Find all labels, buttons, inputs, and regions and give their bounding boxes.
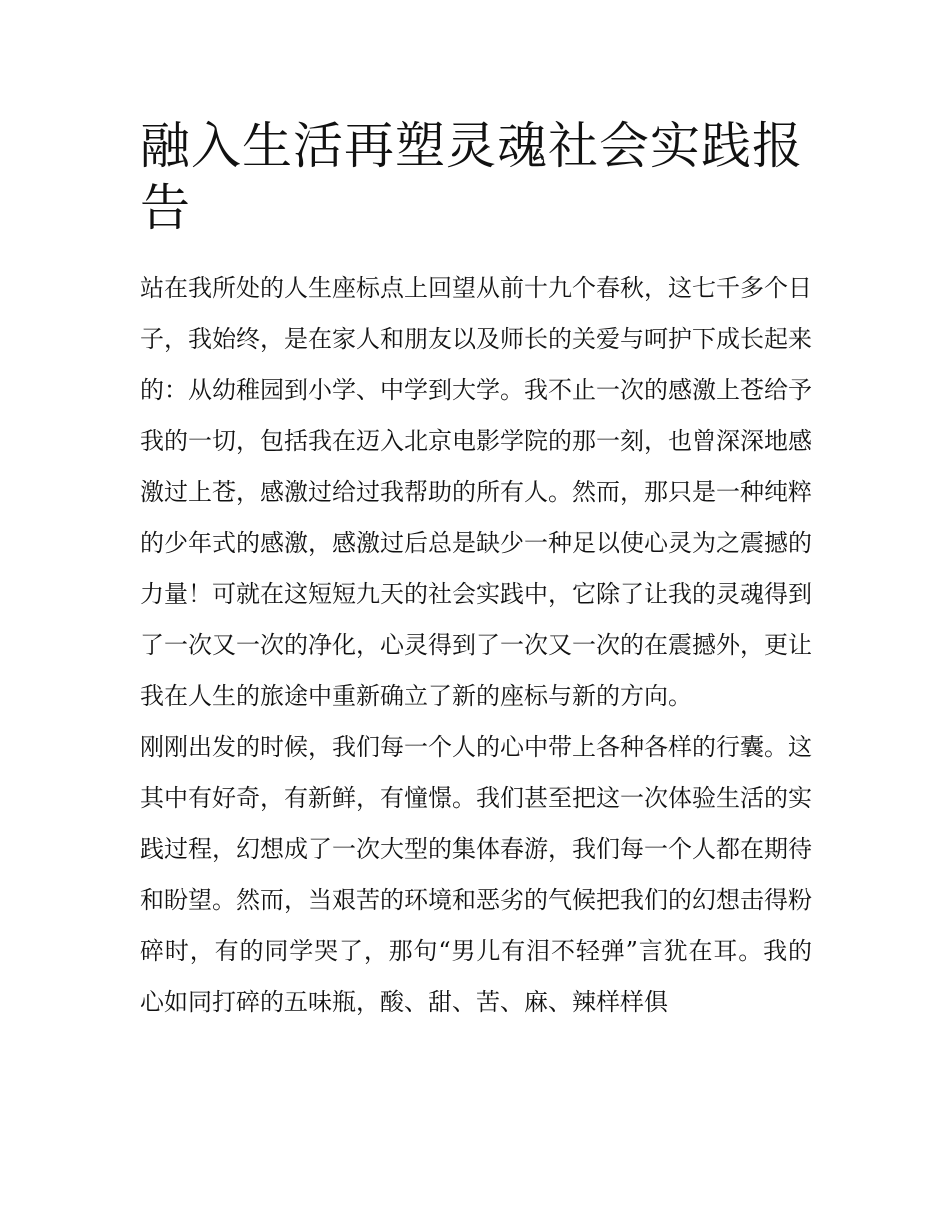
document-content bbox=[140, 115, 812, 1028]
body-paragraph-1: 站在我所处的人生座标点上回望从前十九个春秋，这七千多个日子，我始终，是在家人和朋友以及师长的关爱与呵护下成长起来的：从幼稚园到小学、中学到大学。我不止一次的感激上苍给予我的一切，包括我在迈入北京电影学院的那一刻，也曾深深地感激过上苍，感激过给过我帮助的所有人。然而，那只是一种纯粹的少年式的感激，感激过后总是缺少一种足以使心灵为之震撼的力量！可就在这短短九天的社会实践中，它除了让我的灵魂得到了一次又一次的净化，心灵得到了一次又一次的在震撼外，更让我在人生的旅途中重新确立了新的座标与新的方向。 bbox=[140, 274, 812, 710]
document-title: 融入生活再塑灵魂社会实践报告 bbox=[140, 117, 803, 237]
body-paragraph-2: 刚刚出发的时候，我们每一个人的心中带上各种各样的行囊。这其中有好奇，有新鲜，有憧憬。我们甚至把这一次体验生活的实践过程，幻想成了一次大型的集体春游，我们每一个人都在期待和盼望。然而，当艰苦的环境和恶劣的气候把我们的幻想击得粉碎时，有的同学哭了，那句“男儿有泪不轻弹”言犹在耳。我的心如同打碎的五味瓶，酸、甜、苦、麻、辣样样俱 bbox=[140, 733, 812, 1016]
